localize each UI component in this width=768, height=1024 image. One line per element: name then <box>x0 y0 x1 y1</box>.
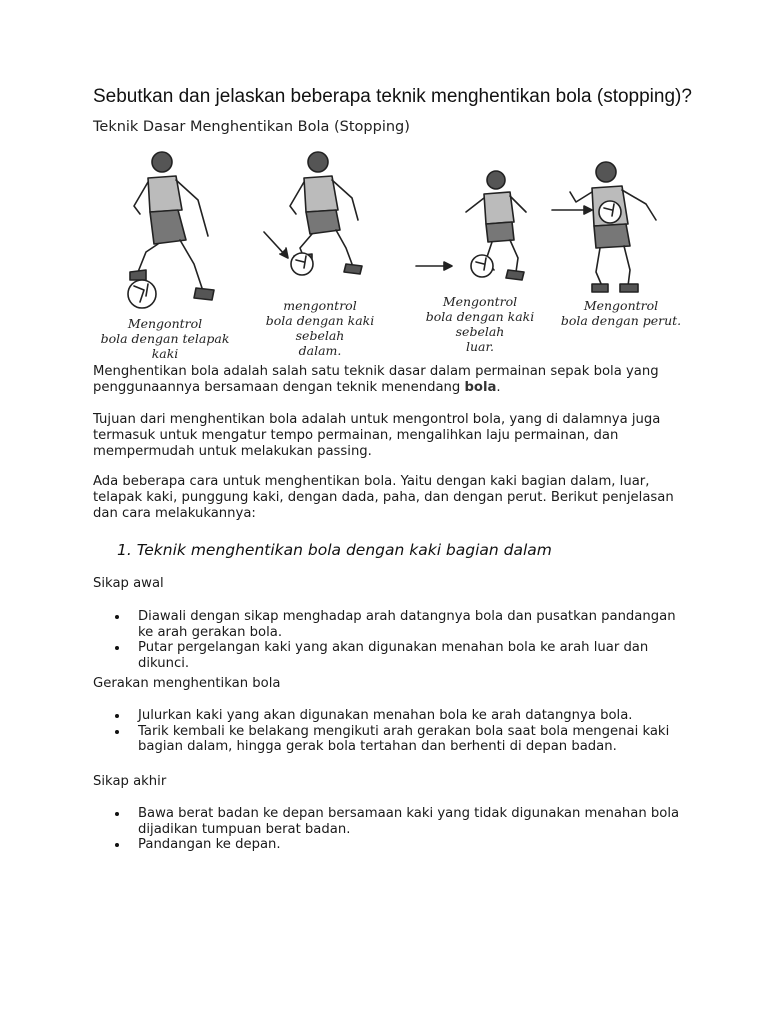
question-title: Sebutkan dan jelaskan beberapa teknik menghentikan bola (stopping)? <box>93 86 692 107</box>
bold-word: bola <box>464 380 497 395</box>
paragraph-methods: Ada beberapa cara untuk menghentikan bola. Yaitu dengan kaki bagian dalam, luar, telapak kaki, punggung kaki, dengan dada, paha, dan dengan perut. Berikut penjelasan dan cara melakukannya: <box>93 474 674 521</box>
list-sikap-awal <box>115 609 685 671</box>
paragraph-definition: Menghentikan bola adalah salah satu teknik dasar dalam permainan sepak bola yang penggunaannya bersamaan dengan teknik menendang bola. <box>93 364 659 395</box>
list-item: Putar pergelangan kaki yang akan digunakan menahan bola ke arah luar dan dikunci. <box>115 640 685 671</box>
player-inside-foot-icon <box>264 152 362 275</box>
list-gerakan <box>115 708 685 755</box>
section-heading-inside-foot: 1. Teknik menghentikan bola dengan kaki bagian dalam <box>117 541 552 559</box>
caption-outside-foot: Mengontrol bola dengan kaki sebelah luar. <box>425 294 535 354</box>
player-outside-foot-icon <box>416 171 526 280</box>
player-stomach-icon <box>552 162 656 292</box>
list-sikap-akhir <box>115 806 685 853</box>
paragraph-purpose: Tujuan dari menghentikan bola adalah untuk mengontrol bola, yang di dalamnya juga termasuk untuk mengatur tempo permainan, mengalihkan laju permainan, dan mempermudah untuk melakukan passing. <box>93 412 661 459</box>
caption-stomach: Mengontrol bola dengan perut. <box>560 298 682 328</box>
label-sikap-awal: Sikap awal <box>93 576 164 591</box>
list-item: Julurkan kaki yang akan digunakan menahan bola ke arah datangnya bola. <box>115 708 685 724</box>
label-gerakan: Gerakan menghentikan bola <box>93 676 281 691</box>
list-item: Pandangan ke depan. <box>115 837 685 853</box>
caption-sole: Mengontrol bola dengan telapak kaki <box>100 316 230 361</box>
list-item: Bawa berat badan ke depan bersamaan kaki yang tidak digunakan menahan bola dijadikan tumpuan berat badan. <box>115 806 685 837</box>
caption-inside-foot: mengontrol bola dengan kaki sebelah dalam. <box>265 298 375 358</box>
list-item: Diawali dengan sikap menghadap arah datangnya bola dan pusatkan pandangan ke arah gerakan bola. <box>115 609 685 640</box>
stopping-technique-figure <box>90 148 690 361</box>
list-item: Tarik kembali ke belakang mengikuti arah gerakan bola saat bola mengenai kaki bagian dalam, hingga gerak bola tertahan dan berhenti di depan badan. <box>115 724 685 755</box>
figure-subtitle: Teknik Dasar Menghentikan Bola (Stopping) <box>93 119 410 135</box>
label-sikap-akhir: Sikap akhir <box>93 774 167 789</box>
player-sole-icon <box>128 152 214 308</box>
